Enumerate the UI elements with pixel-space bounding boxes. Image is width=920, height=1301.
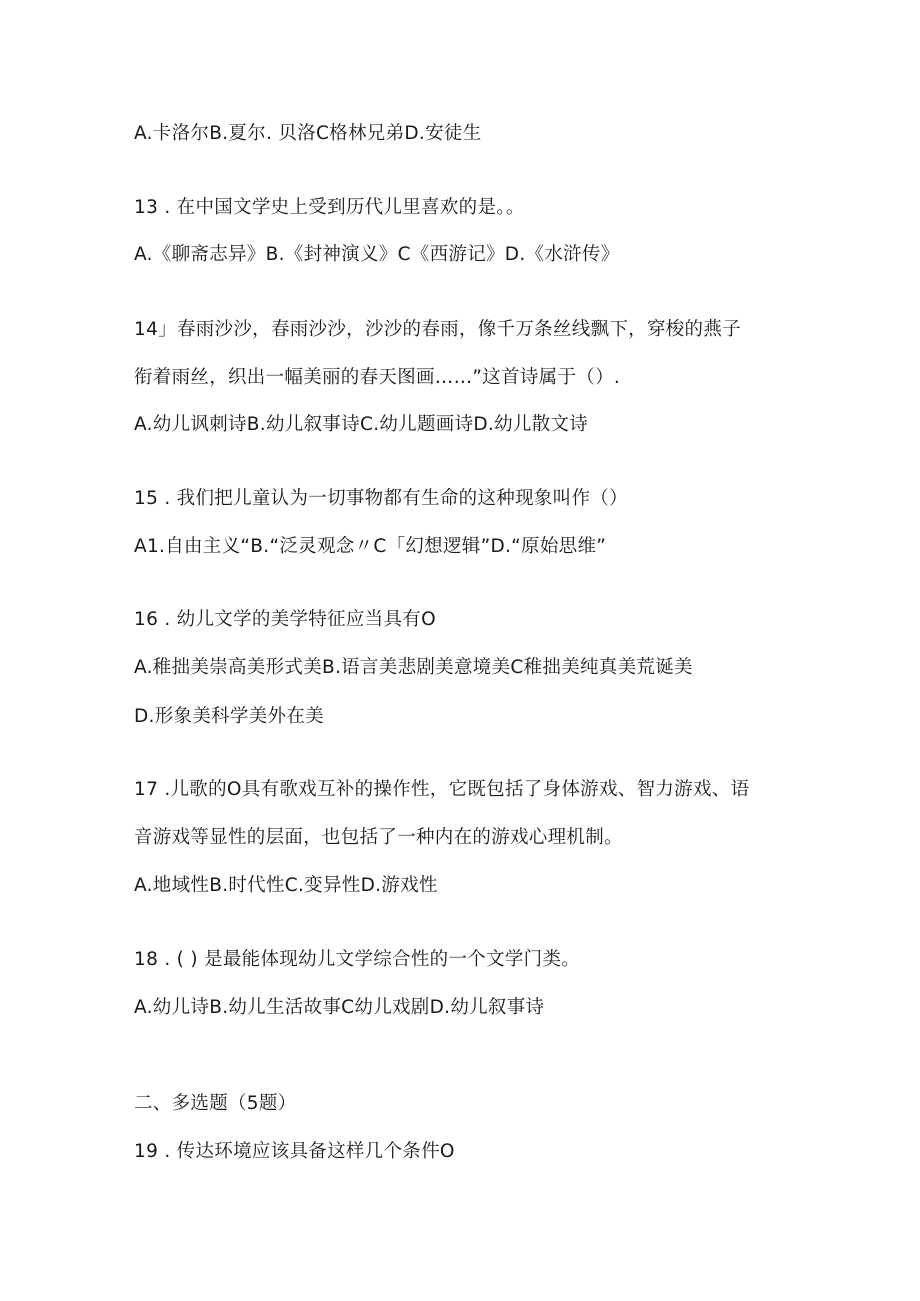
q18-question: 18 . ( ) 是最能体现幼儿文学综合性的一个文学门类。 — [134, 949, 581, 970]
q17-question-line2: 音游戏等显性的层面，也包括了一种内在的游戏心理机制。 — [134, 827, 623, 848]
q13-question: 13 . 在中国文学史上受到历代儿里喜欢的是。。 — [134, 197, 525, 218]
q16-options-line1: A.稚拙美崇高美形式美B.语言美悲剧美意境美C稚拙美纯真美荒诞美 — [134, 657, 693, 678]
q17-options: A.地域性B.时代性C.变异性D.游戏性 — [134, 875, 438, 896]
q17-question-line1: 17 .儿歌的O具有歌戏互补的操作性，它既包括了身体游戏、智力游戏、语 — [134, 779, 750, 800]
section-heading: 二、多选题（5题） — [134, 1093, 297, 1114]
q14-options: A.幼儿讽刺诗B.幼儿叙事诗C.幼儿题画诗D.幼儿散文诗 — [134, 414, 589, 435]
q16-question: 16 . 幼儿文学的美学特征应当具有O — [134, 609, 436, 630]
q16-options-line2: D.形象美科学美外在美 — [134, 706, 324, 727]
q13-options: A.《聊斋志异》B.《封神演义》C《西游记》D.《水浒传》 — [134, 244, 620, 265]
q15-question: 15 . 我们把儿童认为一切事物都有生命的这种现象叫作（） — [134, 488, 628, 509]
q14-question-line2: 衔着雨丝，织出一幅美丽的春天图画……”这首诗属于（）. — [134, 367, 621, 388]
q18-options: A.幼儿诗B.幼儿生活故事C幼儿戏剧D.幼儿叙事诗 — [134, 997, 545, 1018]
q15-options: A1.自由主义“B.“泛灵观念〃C「幻想逻辑”D.“原始思维” — [134, 536, 607, 557]
q19-question: 19 . 传达环境应该具备这样几个条件O — [134, 1141, 455, 1162]
q12-options: A.卡洛尔B.夏尔. 贝洛C格林兄弟D.安徒生 — [134, 123, 482, 144]
q14-question-line1: 14」春雨沙沙，春雨沙沙，沙沙的春雨，像千万条丝线飘下，穿梭的燕子 — [134, 319, 741, 340]
